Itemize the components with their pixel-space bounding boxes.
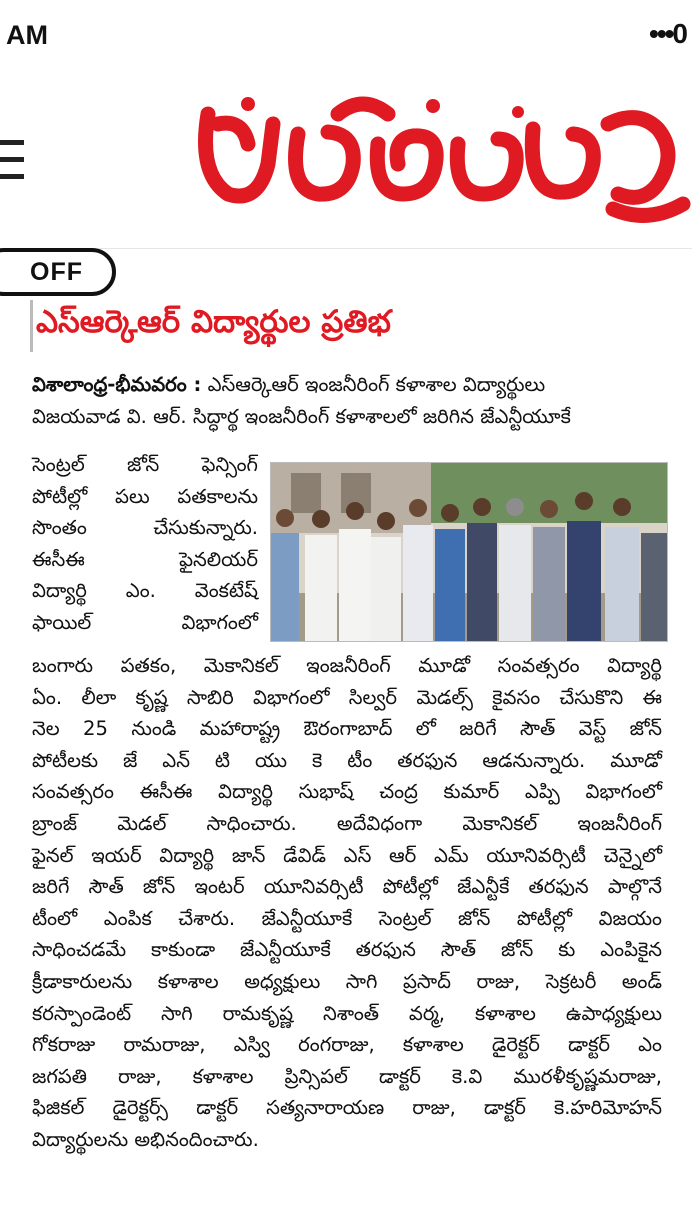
status-indicators: •••0 bbox=[649, 18, 686, 49]
lead-line-2: విజయవాడ వి. ఆర్. సిద్ధార్థ ఇంజనీరింగ్ కళాశాలలో జరిగిన జేఎన్టీయూకే bbox=[32, 404, 571, 428]
article-body bbox=[32, 650, 662, 1156]
body-line: టీంలో ఎంపిక చేశారు. జేఎన్టీయూకే సెంట్రల్ జోన్ పోటీల్లో విజయం bbox=[32, 906, 662, 930]
wrap-line: పోటీల్లో పలు పతకాలను bbox=[32, 484, 258, 508]
body-line: ఫిజికల్ డైరెక్టర్స్ డాక్టర్ సత్యనారాయణ రాజు, డాక్టర్ కె.హరిమోహన్ bbox=[32, 1096, 662, 1120]
body-line: గోకరాజు రామరాజు, ఎస్వి రంగరాజు, కళాశాల డైరెక్టర్ డాక్టర్ ఎం bbox=[32, 1033, 662, 1057]
body-line: జగపతి రాజు, కళాశాల ప్రిన్సిపల్ డాక్టర్ కె.వి మురళీకృష్ణమరాజు, bbox=[32, 1064, 662, 1088]
body-line: బంగారు పతకం, మెకానికల్ ఇంజనీరింగ్ మూడో సంవత్సరం విద్యార్థి bbox=[32, 654, 662, 677]
toggle-label: OFF bbox=[30, 258, 83, 286]
wrap-line: విద్యార్థి ఎం. వెంకటేష్ bbox=[32, 579, 258, 603]
lead-line-1 bbox=[32, 369, 662, 401]
article-headline: ఎస్ఆర్కెఆర్ విద్యార్థుల ప్రతిభ bbox=[36, 304, 391, 340]
masthead-logo[interactable] bbox=[188, 84, 692, 234]
wrap-line: ఫాయిల్ విభాగంలో bbox=[32, 610, 258, 634]
body-line: నెల 25 నుండి మహారాష్ట్ర ఔరంగాబాద్ లో జరిగే సౌత్ వెస్ట్ జోన్ bbox=[32, 717, 662, 741]
article-lead bbox=[32, 369, 662, 432]
lead-line-1-text: ఎస్ఆర్కెఆర్ ఇంజనీరింగ్ కళాశాల విద్యార్థులు bbox=[201, 373, 546, 396]
article-photo[interactable] bbox=[270, 462, 668, 642]
status-time: AM bbox=[6, 20, 48, 50]
article-wrap-text bbox=[32, 449, 258, 639]
wrap-line: ఈసీఈ ఫైనలియర్ bbox=[32, 547, 258, 571]
body-line: ఏం. లీలా కృష్ణ సాబిరి విభాగంలో సిల్వర్ మెడల్స్ కైవసం చేసుకొని ఈ bbox=[32, 685, 662, 709]
dateline: విశాలాంధ్ర-భీమవరం : bbox=[32, 373, 202, 396]
audio-toggle[interactable] bbox=[0, 248, 116, 296]
body-line: సాధించడమే కాకుండా జేఎన్టీయూకే తరఫున సౌత్ జోన్ కు ఎంపికైన bbox=[32, 938, 662, 962]
body-line: బ్రాంజ్ మెడల్ సాధించారు. అదేవిధంగా మెకానికల్ ఇంజనీరింగ్ bbox=[32, 811, 662, 835]
body-line: ఫైనల్ ఇయర్ విద్యార్థి జాన్ డేవిడ్ ఎస్ ఆర్ ఎమ్ యూనివర్సిటీ చెన్నైలో bbox=[32, 843, 662, 867]
status-bar bbox=[0, 0, 692, 70]
body-line: పోటీలకు జే ఎన్ టి యు కె టీం తరఫున ఆడనున్నారు. మూడో bbox=[32, 748, 662, 772]
body-line: క్రీడాకారులను కళాశాల అధ్యక్షులు సాగి ప్రసాద్ రాజు, సెక్రటరీ అండ్ bbox=[32, 969, 662, 993]
body-line: కరస్పాండెంట్ సాగి రామకృష్ణ నిశాంత్ వర్మ, కళాశాల ఉపాధ్యక్షులు bbox=[32, 1001, 662, 1025]
body-line: సంవత్సరం ఈసీఈ విద్యార్థి సుభాష్ చంద్ర కుమార్ ఎప్పి విభాగంలో bbox=[32, 780, 662, 804]
wrap-line: సొంతం చేసుకున్నారు. bbox=[32, 516, 258, 540]
headline-rule bbox=[30, 300, 33, 352]
body-line: విద్యార్థులను అభినందించారు. bbox=[32, 1127, 259, 1151]
hamburger-menu-icon[interactable] bbox=[0, 140, 24, 182]
body-line: జరిగే సౌత్ జోన్ ఇంటర్ యూనివర్సిటీ పోటీల్లో జేఎన్టీకే తరఫున పాల్గొనే bbox=[32, 875, 662, 899]
wrap-line: సెంట్రల్ జోన్ ఫెన్సింగ్ bbox=[32, 453, 258, 476]
